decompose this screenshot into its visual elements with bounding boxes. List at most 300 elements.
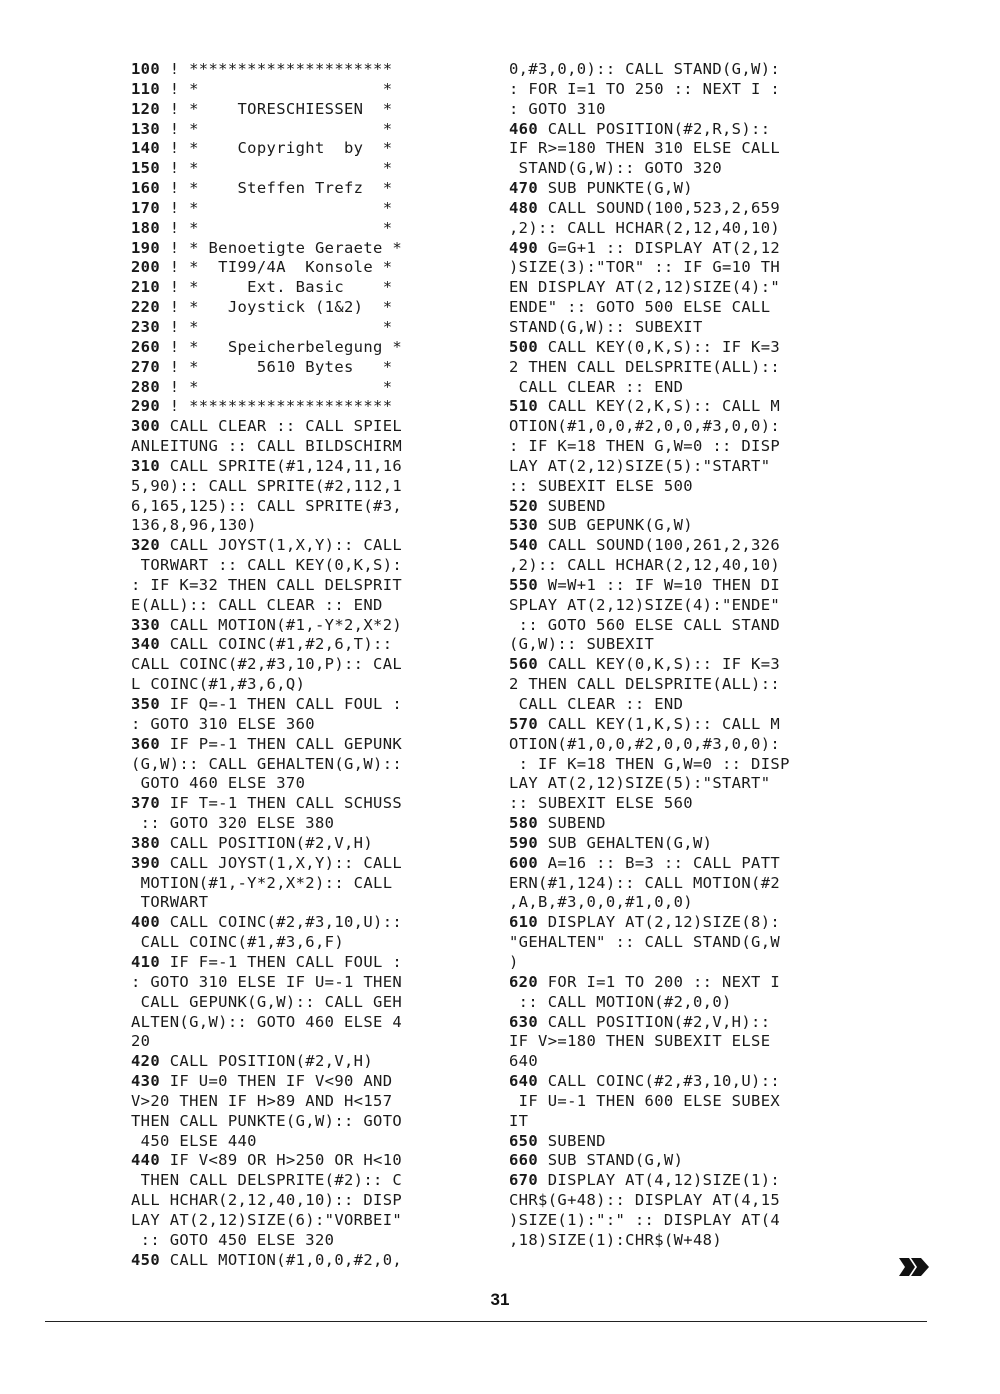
statement-text: STAND(G,W):: GOTO 320 — [509, 159, 722, 178]
code-line — [131, 1231, 476, 1251]
line-number: 540 — [509, 536, 539, 555]
code-line — [509, 973, 854, 993]
line-number: 560 — [509, 655, 539, 674]
code-line — [131, 378, 476, 398]
code-line — [131, 258, 476, 278]
statement-text: STAND(G,W):: SUBEXIT — [509, 317, 703, 336]
code-line — [131, 794, 476, 814]
line-number: 500 — [509, 337, 539, 356]
line-number: 260 — [131, 337, 161, 356]
statement-text: :: GOTO 450 ELSE 320 — [131, 1230, 335, 1249]
statement-text: ! * * — [160, 198, 393, 217]
statement-text: SUB STAND(G,W) — [538, 1151, 684, 1170]
line-number: 400 — [131, 913, 161, 932]
statement-text: 2 THEN CALL DELSPRITE(ALL):: — [509, 357, 781, 376]
statement-text: :: CALL MOTION(#2,0,0) — [509, 992, 732, 1011]
statement-text: DISPLAY AT(2,12)SIZE(8): — [538, 913, 781, 932]
statement-text: CALL POSITION(#2,V,H) — [160, 833, 374, 852]
line-number: 420 — [131, 1052, 161, 1071]
line-number: 490 — [509, 238, 539, 257]
code-line — [131, 993, 476, 1013]
code-line — [509, 774, 854, 794]
listing-column-right — [509, 60, 854, 1251]
code-line — [131, 1151, 476, 1171]
line-number: 450 — [131, 1250, 161, 1269]
statement-text: : IF K=32 THEN CALL DELSPRIT — [131, 575, 403, 594]
code-line — [509, 874, 854, 894]
statement-text: CALL SOUND(100,523,2,659 — [538, 198, 781, 217]
code-line — [131, 933, 476, 953]
statement-text: CALL COINC(#2,#3,10,U):: — [160, 913, 403, 932]
code-line — [509, 1032, 854, 1052]
statement-text: : GOTO 310 — [509, 99, 606, 118]
statement-text: ! * Speicherbelegung * — [160, 337, 403, 356]
line-number: 160 — [131, 179, 161, 198]
code-line — [131, 596, 476, 616]
statement-text: ,18)SIZE(1):CHR$(W+48) — [509, 1230, 722, 1249]
statement-text: CALL GEPUNK(G,W):: CALL GEH — [131, 992, 403, 1011]
code-line — [131, 774, 476, 794]
code-line — [509, 457, 854, 477]
code-line — [131, 1211, 476, 1231]
code-line — [131, 278, 476, 298]
code-line — [509, 239, 854, 259]
statement-text: CALL CLEAR :: END — [509, 377, 684, 396]
line-number: 320 — [131, 536, 161, 555]
code-line — [509, 1072, 854, 1092]
code-line — [131, 834, 476, 854]
code-line — [131, 457, 476, 477]
line-number: 410 — [131, 952, 161, 971]
code-line — [131, 556, 476, 576]
statement-text: SUB PUNKTE(G,W) — [538, 179, 693, 198]
statement-text: OTION(#1,0,0,#2,0,0,#3,0,0): — [509, 417, 781, 436]
code-line — [509, 814, 854, 834]
code-line — [509, 477, 854, 497]
statement-text: MOTION(#1,-Y*2,X*2):: CALL — [131, 873, 393, 892]
statement-text: L COINC(#1,#3,6,Q) — [131, 675, 306, 694]
statement-text: GOTO 460 ELSE 370 — [131, 774, 306, 793]
code-line — [509, 1013, 854, 1033]
code-line — [509, 258, 854, 278]
statement-text: OTION(#1,0,0,#2,0,0,#3,0,0): — [509, 734, 781, 753]
code-line — [509, 298, 854, 318]
code-line — [509, 953, 854, 973]
line-number: 110 — [131, 79, 161, 98]
line-number: 140 — [131, 139, 161, 158]
code-line — [509, 715, 854, 735]
statement-text: IF U=0 THEN IF V<90 AND — [160, 1072, 393, 1091]
code-line — [509, 695, 854, 715]
code-line — [131, 1132, 476, 1152]
code-line — [509, 358, 854, 378]
statement-text: : FOR I=1 TO 250 :: NEXT I : — [509, 79, 781, 98]
statement-text: IT — [509, 1111, 529, 1130]
statement-text: THEN CALL DELSPRITE(#2):: C — [131, 1171, 403, 1190]
code-line — [131, 1072, 476, 1092]
statement-text: ,2):: CALL HCHAR(2,12,40,10) — [509, 556, 781, 575]
statement-text: ! * TI99/4A Konsole * — [160, 258, 393, 277]
statement-text: DISPLAY AT(4,12)SIZE(1): — [538, 1171, 781, 1190]
line-number: 120 — [131, 99, 161, 118]
statement-text: :: GOTO 320 ELSE 380 — [131, 814, 335, 833]
line-number: 380 — [131, 833, 161, 852]
code-line — [509, 735, 854, 755]
statement-text: ! * * — [160, 377, 393, 396]
code-line — [131, 854, 476, 874]
code-line — [509, 139, 854, 159]
double-chevron-right-icon — [897, 1256, 931, 1278]
page-divider — [45, 1321, 927, 1322]
line-number: 170 — [131, 198, 161, 217]
line-number: 210 — [131, 278, 161, 297]
page-number: 31 — [490, 1290, 510, 1309]
line-number: 190 — [131, 238, 161, 257]
code-line — [131, 199, 476, 219]
code-line — [509, 318, 854, 338]
code-line — [131, 755, 476, 775]
statement-text: )SIZE(1):":" :: DISPLAY AT(4 — [509, 1210, 781, 1229]
statement-text: 5,90):: CALL SPRITE(#2,112,1 — [131, 476, 403, 495]
line-number: 470 — [509, 179, 539, 198]
statement-text: ! * Joystick (1&2) * — [160, 298, 393, 317]
line-number: 130 — [131, 119, 161, 138]
code-line — [509, 159, 854, 179]
statement-text: A=16 :: B=3 :: CALL PATT — [538, 853, 781, 872]
code-line — [509, 219, 854, 239]
statement-text: IF V<89 OR H>250 OR H<10 — [160, 1151, 403, 1170]
code-line — [509, 933, 854, 953]
code-line — [131, 973, 476, 993]
statement-text: ! ********************* — [160, 60, 393, 78]
statement-text: CALL KEY(1,K,S):: CALL M — [538, 714, 781, 733]
code-line — [509, 536, 854, 556]
code-line — [509, 854, 854, 874]
code-line — [509, 635, 854, 655]
line-number: 460 — [509, 119, 539, 138]
code-line — [131, 179, 476, 199]
code-line — [509, 497, 854, 517]
line-number: 350 — [131, 695, 161, 713]
statement-text: IF R>=180 THEN 310 ELSE CALL — [509, 139, 781, 158]
statement-text: (G,W):: SUBEXIT — [509, 635, 655, 654]
code-line — [131, 417, 476, 437]
code-line — [131, 139, 476, 159]
statement-text: 2 THEN CALL DELSPRITE(ALL):: — [509, 675, 781, 694]
code-line — [131, 635, 476, 655]
statement-text: IF U=-1 THEN 600 ELSE SUBEX — [509, 1091, 781, 1110]
code-line — [131, 536, 476, 556]
line-number: 230 — [131, 317, 161, 336]
code-line — [509, 338, 854, 358]
statement-text: )SIZE(3):"TOR" :: IF G=10 TH — [509, 258, 781, 277]
code-line — [509, 655, 854, 675]
statement-text: IF P=-1 THEN CALL GEPUNK — [160, 734, 403, 753]
statement-text: IF V>=180 THEN SUBEXIT ELSE — [509, 1032, 771, 1051]
statement-text: CALL MOTION(#1,-Y*2,X*2) — [160, 615, 403, 634]
line-number: 280 — [131, 377, 161, 396]
code-line — [131, 60, 476, 80]
statement-text: CALL CLEAR :: CALL SPIEL — [160, 417, 403, 436]
line-number: 330 — [131, 615, 161, 634]
line-number: 530 — [509, 516, 539, 535]
statement-text: CHR$(G+48):: DISPLAY AT(4,15 — [509, 1191, 781, 1210]
statement-text: : IF K=18 THEN G,W=0 :: DISP — [509, 754, 790, 773]
code-line — [131, 874, 476, 894]
statement-text: ! * 5610 Bytes * — [160, 357, 393, 376]
code-line — [509, 80, 854, 100]
line-number: 200 — [131, 258, 161, 277]
statement-text: : IF K=18 THEN G,W=0 :: DISP — [509, 437, 781, 456]
statement-text: CALL MOTION(#1,0,0,#2,0, — [160, 1250, 403, 1269]
code-line — [131, 358, 476, 378]
statement-text: : GOTO 310 ELSE IF U=-1 THEN — [131, 972, 403, 991]
code-line — [131, 1171, 476, 1191]
line-number: 660 — [509, 1151, 539, 1170]
code-line — [509, 1211, 854, 1231]
line-number: 610 — [509, 913, 539, 932]
code-line — [509, 179, 854, 199]
line-number: 430 — [131, 1072, 161, 1091]
line-number: 310 — [131, 456, 161, 475]
statement-text: SPLAY AT(2,12)SIZE(4):"ENDE" — [509, 595, 781, 614]
code-line — [131, 120, 476, 140]
line-number: 300 — [131, 417, 161, 436]
statement-text: CALL SOUND(100,261,2,326 — [538, 536, 781, 555]
code-line — [509, 1171, 854, 1191]
code-line — [131, 913, 476, 933]
statement-text: ENDE" :: GOTO 500 ELSE CALL — [509, 298, 771, 317]
statement-text: FOR I=1 TO 200 :: NEXT I — [538, 972, 781, 991]
listing-column-left — [131, 60, 476, 1270]
statement-text: SUB GEPUNK(G,W) — [538, 516, 693, 535]
statement-text: ! * Benoetigte Geraete * — [160, 238, 403, 257]
statement-text: CALL COINC(#1,#2,6,T):: — [160, 635, 393, 654]
line-number: 440 — [131, 1151, 161, 1170]
statement-text: ! * * — [160, 119, 393, 138]
code-line — [131, 576, 476, 596]
line-number: 390 — [131, 853, 161, 872]
statement-text: SUBEND — [538, 496, 606, 515]
line-number: 220 — [131, 298, 161, 317]
statement-text: :: GOTO 560 ELSE CALL STAND — [509, 615, 781, 634]
statement-text: CALL COINC(#2,#3,10,U):: — [538, 1072, 781, 1091]
statement-text: ,A,B,#3,0,0,#1,0,0) — [509, 893, 693, 912]
code-line — [509, 120, 854, 140]
code-line — [509, 675, 854, 695]
statement-text: TORWART — [131, 893, 209, 912]
code-line — [509, 199, 854, 219]
code-line — [509, 1132, 854, 1152]
statement-text: 20 — [131, 1032, 151, 1051]
statement-text: CALL COINC(#2,#3,10,P):: CAL — [131, 655, 403, 674]
statement-text: 136,8,96,130) — [131, 516, 257, 535]
code-line — [131, 655, 476, 675]
line-number: 590 — [509, 833, 539, 852]
line-number: 340 — [131, 635, 161, 654]
code-line — [131, 159, 476, 179]
statement-text: 0,#3,0,0):: CALL STAND(G,W): — [509, 60, 781, 78]
line-number: 520 — [509, 496, 539, 515]
line-number: 150 — [131, 159, 161, 178]
code-line — [131, 1092, 476, 1112]
code-line — [509, 616, 854, 636]
line-number: 620 — [509, 972, 539, 991]
statement-text: EN DISPLAY AT(2,12)SIZE(4):" — [509, 278, 781, 297]
statement-text: IF T=-1 THEN CALL SCHUSS — [160, 794, 403, 813]
statement-text: CALL JOYST(1,X,Y):: CALL — [160, 853, 403, 872]
code-line — [131, 1032, 476, 1052]
code-line — [131, 298, 476, 318]
statement-text: ! * * — [160, 159, 393, 178]
line-number: 510 — [509, 397, 539, 416]
code-line — [509, 397, 854, 417]
statement-text: :: SUBEXIT ELSE 500 — [509, 476, 693, 495]
statement-text: LAY AT(2,12)SIZE(5):"START" — [509, 456, 771, 475]
line-number: 100 — [131, 60, 161, 78]
statement-text: CALL KEY(2,K,S):: CALL M — [538, 397, 781, 416]
code-line — [509, 1151, 854, 1171]
statement-text: CALL COINC(#1,#3,6,F) — [131, 933, 344, 952]
statement-text: CALL KEY(0,K,S):: IF K=3 — [538, 337, 781, 356]
line-number: 650 — [509, 1131, 539, 1150]
code-line — [509, 556, 854, 576]
code-line — [509, 834, 854, 854]
statement-text: 450 ELSE 440 — [131, 1131, 257, 1150]
code-line — [131, 695, 476, 715]
statement-text: V>20 THEN IF H>89 AND H<157 — [131, 1091, 393, 1110]
statement-text: ! * * — [160, 79, 393, 98]
code-line — [131, 318, 476, 338]
statement-text: CALL POSITION(#2,V,H) — [160, 1052, 374, 1071]
code-line — [131, 219, 476, 239]
code-line — [131, 100, 476, 120]
statement-text: TORWART :: CALL KEY(0,K,S): — [131, 556, 403, 575]
line-number: 570 — [509, 714, 539, 733]
line-number: 180 — [131, 218, 161, 237]
code-line — [509, 1092, 854, 1112]
code-line — [509, 378, 854, 398]
statement-text: ALTEN(G,W):: GOTO 460 ELSE 4 — [131, 1012, 403, 1031]
statement-text: IF Q=-1 THEN CALL FOUL : — [160, 695, 403, 713]
code-line — [509, 993, 854, 1013]
statement-text: CALL SPRITE(#1,124,11,16 — [160, 456, 403, 475]
line-number: 630 — [509, 1012, 539, 1031]
statement-text: CALL CLEAR :: END — [509, 695, 684, 713]
statement-text: ) — [509, 952, 519, 971]
statement-text: : GOTO 310 ELSE 360 — [131, 714, 315, 733]
statement-text: ! * Steffen Trefz * — [160, 179, 393, 198]
line-number: 550 — [509, 575, 539, 594]
code-line — [131, 239, 476, 259]
statement-text: 6,165,125):: CALL SPRITE(#3, — [131, 496, 403, 515]
statement-text: :: SUBEXIT ELSE 560 — [509, 794, 693, 813]
statement-text: SUB GEHALTEN(G,W) — [538, 833, 713, 852]
statement-text: (G,W):: CALL GEHALTEN(G,W):: — [131, 754, 403, 773]
statement-text: ! * TORESCHIESSEN * — [160, 99, 393, 118]
statement-text: SUBEND — [538, 1131, 606, 1150]
statement-text: SUBEND — [538, 814, 606, 833]
code-line — [131, 1052, 476, 1072]
statement-text: CALL KEY(0,K,S):: IF K=3 — [538, 655, 781, 674]
statement-text: ,2):: CALL HCHAR(2,12,40,10) — [509, 218, 781, 237]
code-line — [131, 80, 476, 100]
code-line — [131, 397, 476, 417]
statement-text: W=W+1 :: IF W=10 THEN DI — [538, 575, 781, 594]
code-line — [131, 814, 476, 834]
code-line — [509, 278, 854, 298]
statement-text: THEN CALL PUNKTE(G,W):: GOTO — [131, 1111, 403, 1130]
statement-text: E(ALL):: CALL CLEAR :: END — [131, 595, 383, 614]
code-line — [509, 516, 854, 536]
code-line — [131, 1251, 476, 1271]
code-line — [509, 1052, 854, 1072]
statement-text: LAY AT(2,12)SIZE(5):"START" — [509, 774, 771, 793]
code-line — [509, 100, 854, 120]
statement-text: ERN(#1,124):: CALL MOTION(#2 — [509, 873, 781, 892]
code-line — [509, 596, 854, 616]
statement-text: IF F=-1 THEN CALL FOUL : — [160, 952, 403, 971]
code-line — [509, 576, 854, 596]
statement-text: CALL JOYST(1,X,Y):: CALL — [160, 536, 403, 555]
code-line — [509, 417, 854, 437]
line-number: 580 — [509, 814, 539, 833]
statement-text: 640 — [509, 1052, 539, 1071]
code-line — [509, 893, 854, 913]
code-line — [131, 516, 476, 536]
statement-text: CALL POSITION(#2,V,H):: — [538, 1012, 771, 1031]
code-line — [131, 437, 476, 457]
statement-text: ALL HCHAR(2,12,40,10):: DISP — [131, 1191, 403, 1210]
code-line — [509, 913, 854, 933]
statement-text: ! ********************* — [160, 397, 393, 416]
code-line — [131, 1191, 476, 1211]
statement-text: CALL POSITION(#2,R,S):: — [538, 119, 771, 138]
statement-text: G=G+1 :: DISPLAY AT(2,12 — [538, 238, 781, 257]
code-line — [131, 675, 476, 695]
code-line — [131, 715, 476, 735]
code-line — [509, 1191, 854, 1211]
code-line — [131, 477, 476, 497]
code-line — [131, 893, 476, 913]
code-line — [131, 1112, 476, 1132]
statement-text: "GEHALTEN" :: CALL STAND(G,W — [509, 933, 781, 952]
code-line — [509, 1231, 854, 1251]
code-line — [131, 616, 476, 636]
line-number: 600 — [509, 853, 539, 872]
line-number: 290 — [131, 397, 161, 416]
code-line — [509, 60, 854, 80]
line-number: 480 — [509, 198, 539, 217]
code-line — [131, 497, 476, 517]
line-number: 640 — [509, 1072, 539, 1091]
line-number: 370 — [131, 794, 161, 813]
statement-text: ! * Ext. Basic * — [160, 278, 393, 297]
code-line — [131, 1013, 476, 1033]
line-number: 270 — [131, 357, 161, 376]
code-line — [131, 953, 476, 973]
line-number: 670 — [509, 1171, 539, 1190]
statement-text: LAY AT(2,12)SIZE(6):"VORBEI" — [131, 1210, 403, 1229]
code-line — [509, 755, 854, 775]
line-number: 360 — [131, 734, 161, 753]
code-line — [509, 437, 854, 457]
statement-text: ! * * — [160, 317, 393, 336]
statement-text: ANLEITUNG :: CALL BILDSCHIRM — [131, 437, 403, 456]
code-line — [509, 1112, 854, 1132]
code-line — [131, 735, 476, 755]
statement-text: ! * * — [160, 218, 393, 237]
